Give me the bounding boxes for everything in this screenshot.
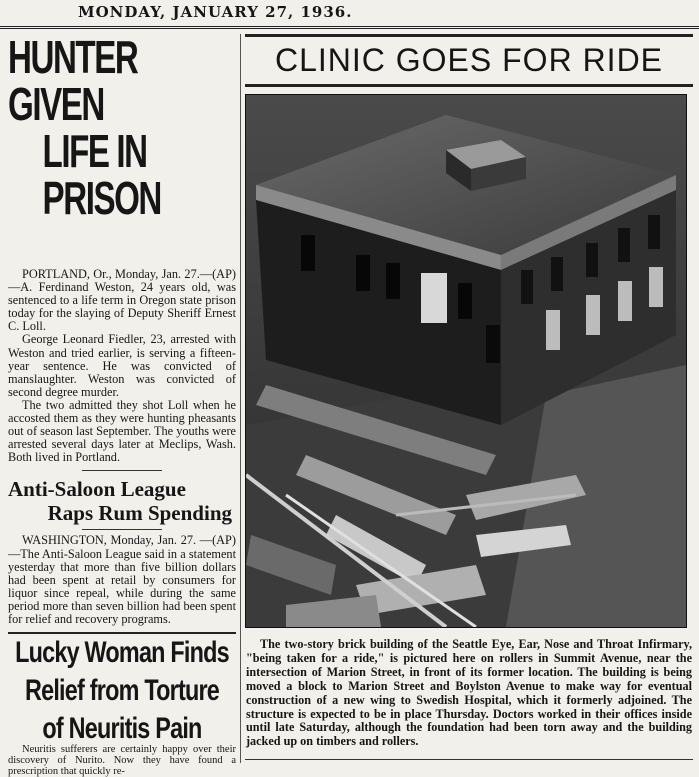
masthead-dateline (0, 0, 699, 29)
hunter-headline-line-1: HUNTER GIVEN (8, 31, 138, 130)
building-photo-illustration (246, 95, 686, 627)
lucky-headline-line-2: Relief from Torture (24, 674, 220, 708)
photo-caption: The two-story brick building of the Seattle Eye, Ear, Nose and Throat Infirmary, "being taken for a ride," is pictured here on rollers in Summit Avenue, near the intersection of Marion Street, in front of its former location. The building is being moved a block to Marion Street and Boylston Avenue to make way for eventual construction of a new wing to Swedish Hospital, which it formerly adjoined. The structure is expected to be in place Thursday. Doctors worked in their offices inside until late Saturday, although the foundation had been torn away and the building jacked up on timbers and rollers. (246, 637, 692, 749)
clinic-headline-box (245, 34, 693, 87)
hunter-paragraph-3: The two admitted they shot Loll when he accosted them as they were hunting pheasants out of season last September. The youths were arrested several days later at Meclips, Wash. Both lived in Portland. (8, 397, 236, 465)
saloon-paragraph-1: WASHINGTON, Monday, Jan. 27. —(AP)—The Anti-Saloon League said in a statement yesterday that more than five billion dollars had been spent at retail by consumers for liquor since repeal, while during the same period more than seven billion had been spent for relief and recovery programs. (8, 533, 236, 626)
saloon-headline (8, 477, 236, 525)
saloon-headline-line-1: Anti-Saloon League (8, 477, 186, 502)
left-column (8, 31, 236, 777)
lucky-headline-line-1: Lucky Woman Finds (15, 636, 229, 670)
clinic-headline: CLINIC GOES FOR RIDE (274, 42, 664, 78)
headline-divider (82, 529, 162, 530)
saloon-headline-line-2: Raps Rum Spending (47, 501, 232, 526)
lucky-headline-line-3: of Neuritis Pain (42, 712, 202, 746)
hunter-paragraph-2: George Leonard Fiedler, 23, arrested with Weston and tried earlier, is serving a fifteen-year sentence. He was convicted of manslaughter. Weston was convicted of second degree murder. (8, 332, 236, 399)
lucky-headline (8, 634, 236, 748)
article-divider (82, 470, 162, 471)
lucky-paragraph-1: Neuritis sufferers are certainly happy over their discovery of Nurito. Now they have found a prescription that quickly re- (8, 744, 236, 777)
hunter-headline (8, 31, 231, 224)
hunter-paragraph-1: PORTLAND, Or., Monday, Jan. 27.—(AP)—A. Ferdinand Weston, 24 years old, was sentenced to a life term in Oregon state prison today for the slaying of Deputy Sheriff Ernest C. Loll. (8, 267, 236, 334)
column-rule (240, 34, 241, 763)
hunter-headline-line-2: LIFE IN PRISON (42, 125, 161, 224)
date-line: MONDAY, JANUARY 27, 1936. (78, 3, 353, 21)
caption-rule (245, 759, 693, 760)
building-photo (245, 94, 687, 628)
